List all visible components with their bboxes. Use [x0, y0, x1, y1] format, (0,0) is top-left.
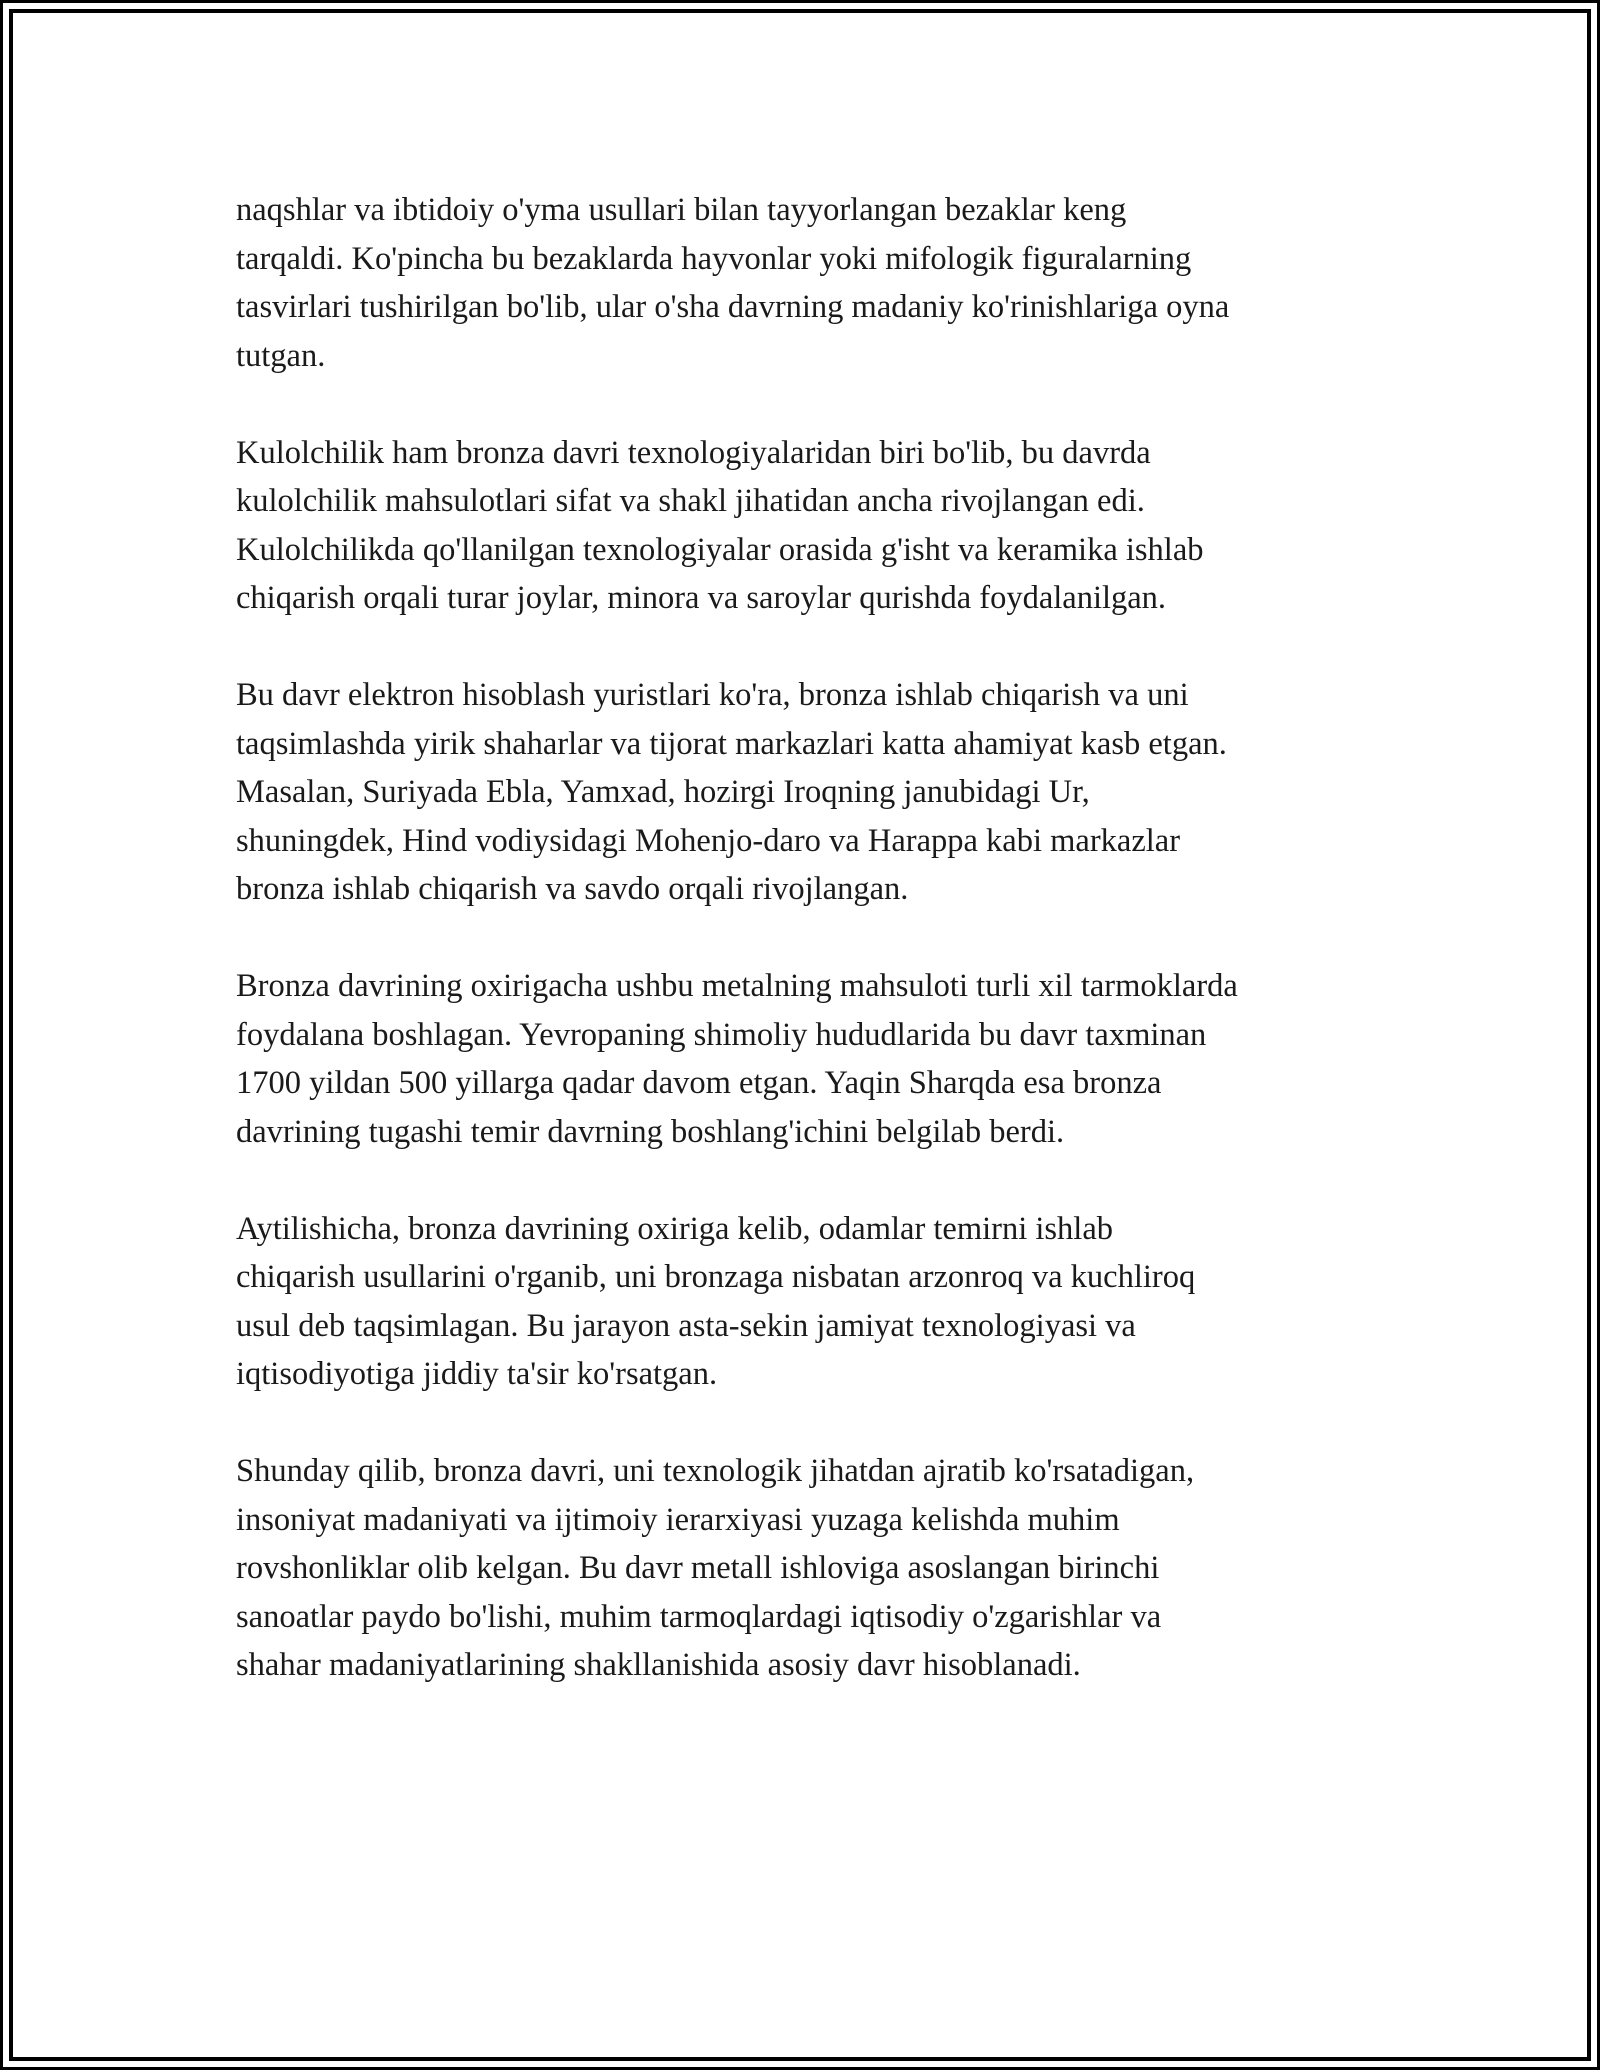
paragraph-line: usul deb taqsimlagan. Bu jarayon asta-sekin jamiyat texnologiyasi va [236, 1307, 1136, 1344]
paragraph-line: bronza ishlab chiqarish va savdo orqali rivojlangan. [236, 871, 909, 907]
paragraph-line: tarqaldi. Ko'pincha bu bezaklarda hayvonlar yoki mifologik figuralarning [236, 240, 1192, 277]
paragraph-line: Bu davr elektron hisoblash yuristlari ko'ra, bronza ishlab chiqarish va uni [236, 677, 1189, 713]
paragraph-line: Kulolchilikda qo'llanilgan texnologiyalar orasida g'isht va keramika ishlab [236, 531, 1204, 568]
paragraph-line: Kulolchilik ham bronza davri texnologiyalaridan biri bo'lib, bu davrda [236, 434, 1151, 471]
paragraph-4 [236, 962, 1386, 1156]
paragraph-line: shahar madaniyatlarining shakllanishida asosiy davr hisoblanadi. [236, 1647, 1081, 1683]
paragraph-line: shuningdek, Hind vodiysidagi Mohenjo-daro va Harappa kabi markazlar [236, 822, 1181, 859]
paragraph-1 [236, 186, 1386, 380]
paragraph-2 [236, 429, 1386, 623]
paragraph-5 [236, 1205, 1386, 1399]
paragraph-line: kulolchilik mahsulotlari sifat va shakl jihatidan ancha rivojlangan edi. [236, 483, 1145, 519]
paragraph-line: foydalana boshlagan. Yevropaning shimoliy hududlarida bu davr taxminan [236, 1016, 1207, 1053]
paragraph-line: naqshlar va ibtidoiy o'yma usullari bilan tayyorlangan bezaklar keng [236, 192, 1127, 228]
paragraph-line: Bronza davrining oxirigacha ushbu metalning mahsuloti turli xil tarmoklarda [236, 968, 1238, 1004]
paragraph-line: iqtisodiyotiga jiddiy ta'sir ko'rsatgan. [236, 1356, 718, 1392]
paragraph-line: 1700 yildan 500 yillarga qadar davom etgan. Yaqin Sharqda esa bronza [236, 1065, 1162, 1101]
paragraph-line: davrining tugashi temir davrning boshlang'ichini belgilab berdi. [236, 1113, 1065, 1150]
paragraph-line: chiqarish orqali turar joylar, minora va saroylar qurishda foydalanilgan. [236, 580, 1167, 616]
paragraph-line: insoniyat madaniyati va ijtimoiy ierarxiyasi yuzaga kelishda muhim [236, 1501, 1120, 1538]
paragraph-line: tutgan. [236, 337, 326, 374]
paragraph-line: taqsimlashda yirik shaharlar va tijorat markazlari katta ahamiyat kasb etgan. [236, 725, 1227, 762]
paragraph-6 [236, 1447, 1386, 1690]
paragraph-line: Masalan, Suriyada Ebla, Yamxad, hozirgi Iroqning janubidagi Ur, [236, 774, 1090, 810]
paragraph-line: sanoatlar paydo bo'lishi, muhim tarmoqlardagi iqtisodiy o'zgarishlar va [236, 1598, 1162, 1635]
paragraph-line: rovshonliklar olib kelgan. Bu davr metall ishloviga asoslangan birinchi [236, 1550, 1160, 1586]
paragraph-line: tasvirlari tushirilgan bo'lib, ular o'sha davrning madaniy ko'rinishlariga oyna [236, 289, 1230, 325]
paragraph-3 [236, 671, 1386, 914]
paragraph-line: Shunday qilib, bronza davri, uni texnologik jihatdan ajratib ko'rsatadigan, [236, 1453, 1195, 1489]
paragraph-line: Aytilishicha, bronza davrining oxiriga kelib, odamlar temirni ishlab [236, 1210, 1114, 1247]
document-body [236, 186, 1386, 1738]
paragraph-line: chiqarish usullarini o'rganib, uni bronzaga nisbatan arzonroq va kuchliroq [236, 1259, 1196, 1295]
